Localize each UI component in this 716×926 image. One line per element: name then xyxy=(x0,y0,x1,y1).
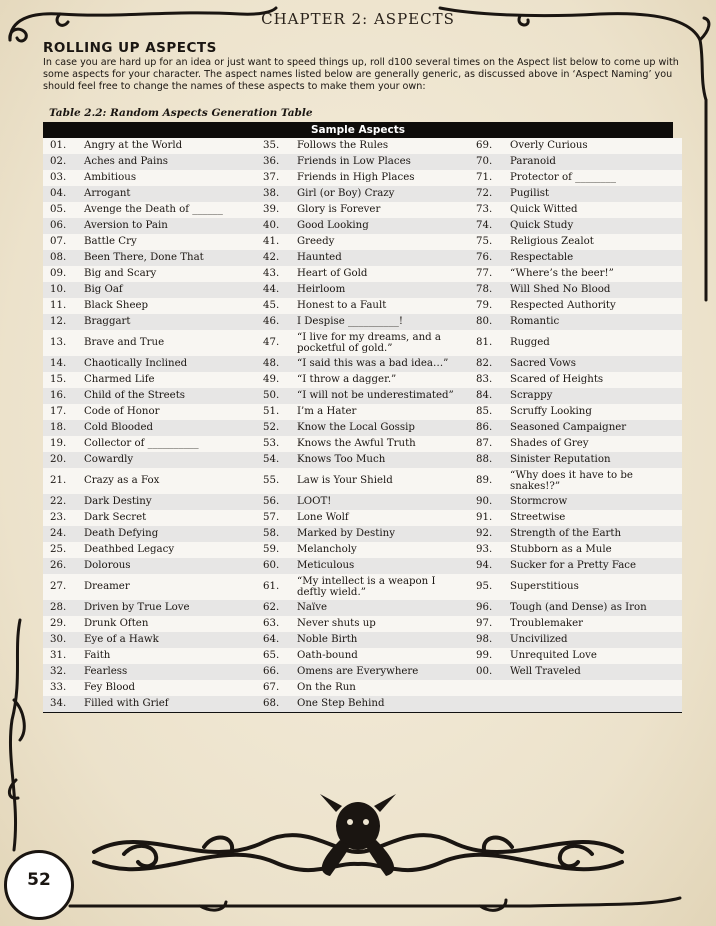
aspect-number: 35. xyxy=(256,138,295,154)
aspect-number: 76. xyxy=(469,250,508,266)
aspect-name: Deathbed Legacy xyxy=(82,542,256,558)
table-row xyxy=(43,404,682,420)
aspect-name: Faith xyxy=(82,648,256,664)
aspect-number: 46. xyxy=(256,314,295,330)
aspect-name xyxy=(508,696,682,712)
aspect-name: Battle Cry xyxy=(82,234,256,250)
table-row xyxy=(43,298,682,314)
aspect-name: Glory is Forever xyxy=(295,202,469,218)
aspect-number: 66. xyxy=(256,664,295,680)
aspect-name: Heirloom xyxy=(295,282,469,298)
aspect-name: Knows the Awful Truth xyxy=(295,436,469,452)
aspect-number: 30. xyxy=(43,632,82,648)
aspect-number: 12. xyxy=(43,314,82,330)
table-row xyxy=(43,420,682,436)
aspect-name: Driven by True Love xyxy=(82,600,256,616)
page-number: 52 xyxy=(27,870,51,890)
aspect-number: 55. xyxy=(256,468,295,494)
table-row xyxy=(43,526,682,542)
aspect-number: 63. xyxy=(256,616,295,632)
aspect-number: 53. xyxy=(256,436,295,452)
aspect-name: Shades of Grey xyxy=(508,436,682,452)
aspect-name: Aversion to Pain xyxy=(82,218,256,234)
aspect-name: Rugged xyxy=(508,330,682,356)
aspect-name: Ambitious xyxy=(82,170,256,186)
aspect-name: Omens are Everywhere xyxy=(295,664,469,680)
aspect-number: 90. xyxy=(469,494,508,510)
aspect-number: 93. xyxy=(469,542,508,558)
aspect-number: 20. xyxy=(43,452,82,468)
aspect-name: Superstitious xyxy=(508,574,682,600)
aspect-number: 92. xyxy=(469,526,508,542)
aspect-number: 64. xyxy=(256,632,295,648)
aspects-table xyxy=(43,122,673,713)
aspect-number: 37. xyxy=(256,170,295,186)
aspect-number: 48. xyxy=(256,356,295,372)
table-row xyxy=(43,372,682,388)
table-caption: Table 2.2: Random Aspects Generation Table xyxy=(49,107,313,119)
aspect-name: Noble Birth xyxy=(295,632,469,648)
aspect-number: 65. xyxy=(256,648,295,664)
aspect-number: 40. xyxy=(256,218,295,234)
table-body xyxy=(43,138,682,712)
aspect-name: Code of Honor xyxy=(82,404,256,420)
table-row xyxy=(43,202,682,218)
aspect-name: Dark Destiny xyxy=(82,494,256,510)
aspect-name: Charmed Life xyxy=(82,372,256,388)
aspect-name: Heart of Gold xyxy=(295,266,469,282)
table-row xyxy=(43,600,682,616)
aspect-number: 81. xyxy=(469,330,508,356)
aspect-number: 86. xyxy=(469,420,508,436)
aspect-name: “Why does it have to be snakes!?” xyxy=(508,468,682,494)
aspect-number: 58. xyxy=(256,526,295,542)
aspect-name: Crazy as a Fox xyxy=(82,468,256,494)
aspect-number: 72. xyxy=(469,186,508,202)
aspect-number: 04. xyxy=(43,186,82,202)
aspect-name: Child of the Streets xyxy=(82,388,256,404)
table-row xyxy=(43,234,682,250)
aspect-name: Friends in High Places xyxy=(295,170,469,186)
table-row xyxy=(43,330,682,356)
aspect-name: Big Oaf xyxy=(82,282,256,298)
aspect-name: Cold Blooded xyxy=(82,420,256,436)
aspect-name: Marked by Destiny xyxy=(295,526,469,542)
aspect-name: Will Shed No Blood xyxy=(508,282,682,298)
aspect-number: 32. xyxy=(43,664,82,680)
aspect-number: 00. xyxy=(469,664,508,680)
aspect-name: Melancholy xyxy=(295,542,469,558)
aspect-number: 59. xyxy=(256,542,295,558)
table-row xyxy=(43,558,682,574)
aspect-name: Arrogant xyxy=(82,186,256,202)
table-row xyxy=(43,648,682,664)
aspect-name: Well Traveled xyxy=(508,664,682,680)
table-row xyxy=(43,388,682,404)
aspect-number: 27. xyxy=(43,574,82,600)
aspect-number: 15. xyxy=(43,372,82,388)
aspect-name: Paranoid xyxy=(508,154,682,170)
aspect-name: Scrappy xyxy=(508,388,682,404)
aspect-name: Good Looking xyxy=(295,218,469,234)
aspect-name: Greedy xyxy=(295,234,469,250)
aspect-number: 42. xyxy=(256,250,295,266)
aspect-number: 10. xyxy=(43,282,82,298)
aspect-number: 49. xyxy=(256,372,295,388)
aspect-name: Meticulous xyxy=(295,558,469,574)
aspect-number: 83. xyxy=(469,372,508,388)
aspect-name: Uncivilized xyxy=(508,632,682,648)
aspect-number: 80. xyxy=(469,314,508,330)
aspect-name: Sucker for a Pretty Face xyxy=(508,558,682,574)
aspect-number: 02. xyxy=(43,154,82,170)
aspect-name: Tough (and Dense) as Iron xyxy=(508,600,682,616)
aspect-name: Eye of a Hawk xyxy=(82,632,256,648)
aspect-name: Religious Zealot xyxy=(508,234,682,250)
aspect-name: Seasoned Campaigner xyxy=(508,420,682,436)
aspect-name: Big and Scary xyxy=(82,266,256,282)
aspect-name: Respected Authority xyxy=(508,298,682,314)
aspect-name: One Step Behind xyxy=(295,696,469,712)
aspect-number: 79. xyxy=(469,298,508,314)
table-row xyxy=(43,314,682,330)
table-row xyxy=(43,468,682,494)
table-row xyxy=(43,574,682,600)
aspect-name: Dark Secret xyxy=(82,510,256,526)
aspect-number: 77. xyxy=(469,266,508,282)
aspect-name: Respectable xyxy=(508,250,682,266)
aspect-name: I Despise __________! xyxy=(295,314,469,330)
aspect-name: LOOT! xyxy=(295,494,469,510)
aspect-name: Quick Study xyxy=(508,218,682,234)
aspect-name: Unrequited Love xyxy=(508,648,682,664)
aspect-number: 16. xyxy=(43,388,82,404)
aspect-name: Overly Curious xyxy=(508,138,682,154)
aspect-name: Girl (or Boy) Crazy xyxy=(295,186,469,202)
table-row xyxy=(43,356,682,372)
aspect-name: Knows Too Much xyxy=(295,452,469,468)
aspect-number: 11. xyxy=(43,298,82,314)
aspect-name: Naïve xyxy=(295,600,469,616)
aspect-name: Oath-bound xyxy=(295,648,469,664)
aspect-name: Haunted xyxy=(295,250,469,266)
aspect-number: 06. xyxy=(43,218,82,234)
table-row xyxy=(43,616,682,632)
aspect-name: Cowardly xyxy=(82,452,256,468)
aspect-name: Fearless xyxy=(82,664,256,680)
aspect-number: 01. xyxy=(43,138,82,154)
demon-vine-ornament xyxy=(84,792,632,892)
aspect-number: 68. xyxy=(256,696,295,712)
aspect-number: 61. xyxy=(256,574,295,600)
aspect-name: “I will not be underestimated” xyxy=(295,388,469,404)
aspect-number: 26. xyxy=(43,558,82,574)
aspect-name: Protector of ________ xyxy=(508,170,682,186)
table-row xyxy=(43,154,682,170)
aspect-name: “I throw a dagger.” xyxy=(295,372,469,388)
table-row xyxy=(43,542,682,558)
aspect-name: Scruffy Looking xyxy=(508,404,682,420)
aspect-name: Know the Local Gossip xyxy=(295,420,469,436)
aspect-name: Strength of the Earth xyxy=(508,526,682,542)
aspect-number: 33. xyxy=(43,680,82,696)
aspect-name: “Where’s the beer!” xyxy=(508,266,682,282)
aspect-name: On the Run xyxy=(295,680,469,696)
aspect-number: 29. xyxy=(43,616,82,632)
aspect-name: Romantic xyxy=(508,314,682,330)
aspect-number: 41. xyxy=(256,234,295,250)
aspect-number: 69. xyxy=(469,138,508,154)
aspect-name: Been There, Done That xyxy=(82,250,256,266)
aspect-number: 54. xyxy=(256,452,295,468)
aspect-name: Sacred Vows xyxy=(508,356,682,372)
aspect-name: Dreamer xyxy=(82,574,256,600)
aspect-name: Dolorous xyxy=(82,558,256,574)
aspect-number: 18. xyxy=(43,420,82,436)
aspect-number: 28. xyxy=(43,600,82,616)
aspect-number: 44. xyxy=(256,282,295,298)
table-row xyxy=(43,436,682,452)
aspect-number: 88. xyxy=(469,452,508,468)
table-row xyxy=(43,266,682,282)
aspect-number: 73. xyxy=(469,202,508,218)
table-row xyxy=(43,696,682,712)
aspect-name: Chaotically Inclined xyxy=(82,356,256,372)
aspect-number: 62. xyxy=(256,600,295,616)
aspect-name: Troublemaker xyxy=(508,616,682,632)
aspect-number: 99. xyxy=(469,648,508,664)
aspect-number: 25. xyxy=(43,542,82,558)
aspect-number: 31. xyxy=(43,648,82,664)
aspect-number: 85. xyxy=(469,404,508,420)
aspect-number: 95. xyxy=(469,574,508,600)
aspect-number: 67. xyxy=(256,680,295,696)
aspect-number: 07. xyxy=(43,234,82,250)
table-row xyxy=(43,664,682,680)
aspect-name: Black Sheep xyxy=(82,298,256,314)
aspect-number: 50. xyxy=(256,388,295,404)
aspect-number: 24. xyxy=(43,526,82,542)
table-row xyxy=(43,218,682,234)
aspect-name: Death Defying xyxy=(82,526,256,542)
aspect-name: Braggart xyxy=(82,314,256,330)
aspect-number: 45. xyxy=(256,298,295,314)
aspect-number: 96. xyxy=(469,600,508,616)
aspect-number: 17. xyxy=(43,404,82,420)
aspect-number: 36. xyxy=(256,154,295,170)
aspect-number: 47. xyxy=(256,330,295,356)
table-row xyxy=(43,632,682,648)
aspect-number: 91. xyxy=(469,510,508,526)
aspect-number: 21. xyxy=(43,468,82,494)
table-row xyxy=(43,170,682,186)
aspect-number: 13. xyxy=(43,330,82,356)
aspect-name: Law is Your Shield xyxy=(295,468,469,494)
table-header: Sample Aspects xyxy=(43,122,673,138)
aspect-number: 14. xyxy=(43,356,82,372)
aspect-number: 38. xyxy=(256,186,295,202)
aspect-number: 09. xyxy=(43,266,82,282)
aspect-name: Lone Wolf xyxy=(295,510,469,526)
table-row xyxy=(43,186,682,202)
aspect-number: 84. xyxy=(469,388,508,404)
aspect-number xyxy=(469,696,508,712)
aspect-number: 19. xyxy=(43,436,82,452)
aspect-name: “I live for my dreams, and a pocketful of gold.” xyxy=(295,330,469,356)
table-row xyxy=(43,282,682,298)
aspect-number: 71. xyxy=(469,170,508,186)
table-row xyxy=(43,510,682,526)
aspect-number: 03. xyxy=(43,170,82,186)
aspect-number: 60. xyxy=(256,558,295,574)
aspect-number: 51. xyxy=(256,404,295,420)
aspect-number: 78. xyxy=(469,282,508,298)
aspect-number: 08. xyxy=(43,250,82,266)
aspect-name: Streetwise xyxy=(508,510,682,526)
aspect-name: Angry at the World xyxy=(82,138,256,154)
aspect-number: 75. xyxy=(469,234,508,250)
aspect-name: “I said this was a bad idea…” xyxy=(295,356,469,372)
aspect-name: Follows the Rules xyxy=(295,138,469,154)
section-heading: ROLLING UP ASPECTS xyxy=(43,40,217,56)
aspect-name: Drunk Often xyxy=(82,616,256,632)
aspect-name: Avenge the Death of ______ xyxy=(82,202,256,218)
aspect-name: Sinister Reputation xyxy=(508,452,682,468)
chapter-title: CHAPTER 2: ASPECTS xyxy=(261,10,455,28)
table-row xyxy=(43,494,682,510)
aspect-name: Quick Witted xyxy=(508,202,682,218)
aspect-name: Stormcrow xyxy=(508,494,682,510)
aspect-name: Scared of Heights xyxy=(508,372,682,388)
aspect-number: 87. xyxy=(469,436,508,452)
aspect-name: Friends in Low Places xyxy=(295,154,469,170)
aspect-number: 98. xyxy=(469,632,508,648)
aspect-number: 74. xyxy=(469,218,508,234)
aspect-name: Brave and True xyxy=(82,330,256,356)
aspect-number: 34. xyxy=(43,696,82,712)
table-row xyxy=(43,680,682,696)
aspect-name: I’m a Hater xyxy=(295,404,469,420)
aspect-number: 56. xyxy=(256,494,295,510)
aspect-name: “My intellect is a weapon I deftly wield.” xyxy=(295,574,469,600)
intro-paragraph: In case you are hard up for an idea or just want to speed things up, roll d100 several times on the Aspect list below to come up with some aspects for your character. The aspect names listed below are generally generic, as discussed above in ‘Aspect Naming’ you should feel free to change the names of these aspects to make them your own: xyxy=(43,57,679,93)
aspect-number xyxy=(469,680,508,696)
aspect-number: 97. xyxy=(469,616,508,632)
aspect-number: 43. xyxy=(256,266,295,282)
aspect-number: 05. xyxy=(43,202,82,218)
aspect-name: Stubborn as a Mule xyxy=(508,542,682,558)
aspect-name: Fey Blood xyxy=(82,680,256,696)
aspect-name xyxy=(508,680,682,696)
aspect-number: 52. xyxy=(256,420,295,436)
aspect-name: Filled with Grief xyxy=(82,696,256,712)
aspect-number: 39. xyxy=(256,202,295,218)
aspect-number: 57. xyxy=(256,510,295,526)
table-row xyxy=(43,250,682,266)
aspect-number: 70. xyxy=(469,154,508,170)
aspect-name: Collector of __________ xyxy=(82,436,256,452)
aspect-number: 82. xyxy=(469,356,508,372)
table-row xyxy=(43,452,682,468)
aspect-number: 22. xyxy=(43,494,82,510)
table-row xyxy=(43,138,682,154)
aspect-number: 89. xyxy=(469,468,508,494)
aspect-name: Aches and Pains xyxy=(82,154,256,170)
aspect-number: 94. xyxy=(469,558,508,574)
aspect-name: Never shuts up xyxy=(295,616,469,632)
aspect-name: Honest to a Fault xyxy=(295,298,469,314)
aspect-number: 23. xyxy=(43,510,82,526)
aspect-name: Pugilist xyxy=(508,186,682,202)
